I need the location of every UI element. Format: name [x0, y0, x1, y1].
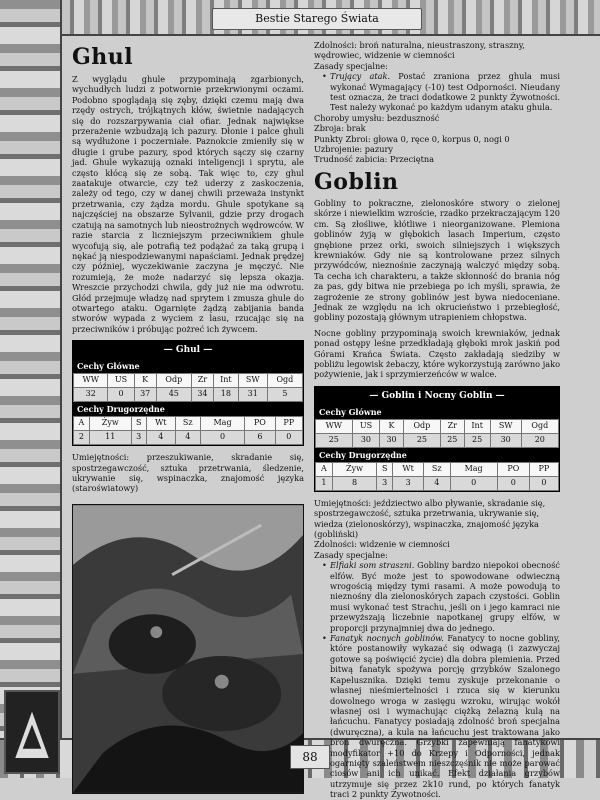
stat-header: Żyw [332, 462, 376, 476]
stat-header: K [380, 419, 403, 433]
stat-value: 45 [156, 388, 191, 402]
stat-value: 8 [332, 476, 376, 490]
stat-value: 4 [175, 431, 200, 445]
ghul-difficulty: Trudność zabicia: Przeciętna [314, 154, 435, 165]
stat-header: Mag [200, 417, 245, 431]
goblin-rule-fanatic-title: Fanatyk nocnych goblinów. [330, 633, 444, 644]
ghul-title: Ghul [72, 44, 134, 70]
page-number: 88 [290, 745, 330, 769]
ghul-weapons: Uzbrojenie: pazury [314, 144, 394, 155]
stat-value: 30 [380, 433, 403, 447]
ghul-main-stats [73, 373, 303, 402]
stat-value: 3 [393, 476, 424, 490]
ghul-skills-text: przeszukiwanie, skradanie się, spostrzegawczość, sztuka przetrwania, śledzenie, ukrywanie się, wspinaczka, znajomość języka (staroświatowy) [72, 452, 304, 494]
page-header-banner: Bestie Starego Świata [212, 8, 422, 30]
goblin-secondary-stats [315, 462, 559, 491]
stat-value: 1 [316, 476, 333, 490]
stat-header: PO [245, 417, 275, 431]
ornamental-left-border [0, 0, 62, 778]
ghul-talents: Zdolności: broń naturalna, nieustraszony, straszny, wędrowiec, widzenie w ciemności [314, 40, 525, 61]
goblin-main-stats [315, 419, 559, 448]
stat-header: Żyw [89, 417, 131, 431]
goblin-rule-elves-text: Gobliny bardzo niepokoi obecność elfów. Być może jest to spowodowane odwieczną wrogością między tymi rasami. A może powodują to nieznośny dla zielonoskórych zapach czystości. Goblin musi wykonać test Strachu, jeśli on i jego kamraci nie przewyższają liczebnie napotkanej grupy elfów, w proporcji przynajmniej dwa do jednego. [330, 560, 560, 633]
stat-value: 25 [464, 433, 490, 447]
stat-header: Int [464, 419, 490, 433]
ghul-special-label: Zasady specjalne: [314, 60, 388, 71]
ghul-armour-points: Punkty Zbroi: głowa 0, ręce 0, korpus 0, nogi 0 [314, 133, 510, 144]
ghul-armour: Zbroja: brak [314, 123, 366, 134]
goblin-battle-illustration [72, 504, 304, 794]
stat-header: Zr [191, 374, 213, 388]
stat-value: 0 [275, 431, 302, 445]
ghul-mind: Choroby umysłu: bezduszność [314, 112, 440, 123]
stat-header: Zr [441, 419, 464, 433]
stat-value: 25 [403, 433, 440, 447]
stat-header: WW [74, 374, 108, 388]
stat-header: Wt [146, 417, 175, 431]
stat-value: 32 [74, 388, 108, 402]
stat-value: 4 [424, 476, 450, 490]
goblin-skills: Umiejętności: jeździectwo albo pływanie, skradanie się, spostrzegawczość, sztuka przetrwania, ukrywanie się, wiedza (zielonoskórzy), wspinaczka, znajomość języka (gobliński) [314, 497, 546, 539]
ghul-table-title: — Ghul — [73, 341, 303, 359]
stat-value: 0 [108, 388, 134, 402]
ghul-secondary-label: Cechy Drugorzędne [73, 402, 303, 416]
right-column [314, 40, 560, 800]
stat-header: Wt [393, 462, 424, 476]
stat-header: Odp [403, 419, 440, 433]
stat-header: Int [213, 374, 238, 388]
goblin-rule-elves [314, 560, 560, 633]
stat-header: S [131, 417, 146, 431]
stat-value: 0 [450, 476, 497, 490]
ghul-special-rule-title: Trujący atak. [330, 71, 391, 82]
stat-header: PP [529, 462, 558, 476]
stat-value: 30 [490, 433, 521, 447]
goblin-paragraph-2: Nocne gobliny przypominają swoich krewniaków, jednak ponad ostępy leśne przedkładają głęboki mrok jaskiń pod Górami Krańca Świata. Często zakładają siedziby w pobliżu legowisk żebaczy, które wykorzystują zarówno jako pożywienie, jak i sprzymierzeńców w walce. [314, 327, 560, 380]
stat-header: WW [316, 419, 353, 433]
stat-value: 2 [74, 431, 90, 445]
stat-value: 18 [213, 388, 238, 402]
stat-value: 11 [89, 431, 131, 445]
stat-value: 5 [267, 388, 302, 402]
stat-value: 3 [131, 431, 146, 445]
stat-header: S [377, 462, 393, 476]
stat-header: PP [275, 417, 302, 431]
goblin-talents: Zdolności: widzenie w ciemności [314, 539, 450, 550]
stat-header: PO [497, 462, 529, 476]
goblin-stat-table [314, 386, 560, 492]
goblin-special-label: Zasady specjalne: [314, 549, 388, 560]
stat-header: SW [238, 374, 267, 388]
stat-value: 20 [521, 433, 558, 447]
stat-value: 0 [497, 476, 529, 490]
goblin-main-label: Cechy Główne [315, 405, 559, 419]
stat-header: A [74, 417, 90, 431]
ghul-special-rule-text: Postać zraniona przez ghula musi wykonać Wymagający (-10) test Odporności. Nieudany test oznacza, że traci dodatkowe 2 punkty Żywotności. Test należy wykonać po każdym udanym ataku ghula. [330, 71, 560, 113]
goblin-title: Goblin [314, 168, 399, 195]
ghul-skills [72, 452, 304, 494]
stat-header: Sz [424, 462, 450, 476]
goblin-secondary-label: Cechy Drugorzędne [315, 448, 559, 462]
goblin-paragraph-1: Gobliny to pokraczne, zielonoskóre stwory o zielonej skórze i niewielkim wzroście, rzadko przekraczającym 120 cm. Są złośliwe, kłótliwe i nieorganizowane. Plemiona goblinów żyją w głębokich lasach Imperium, często gnębione przez orki, swoich silniejszych i większych krewniaków. Gdy nie są kontrolowane przez silnych przywódców, nieznośnie zaczynają walczyć między sobą. Ta cecha ich charakteru, a także skłonność do brania nóg za pas, gdy bitwa nie przebiega po ich myśli, sprawia, że zagrożenie ze strony goblinów jest bywa niedoceniane. Jednak ze względu na ich okrucieństwo i przebiegłość, gobliny pozostają głównym utrapieniem chłopstwa. [314, 197, 560, 323]
stat-header: US [352, 419, 380, 433]
left-column [72, 40, 304, 794]
corner-emblem-icon [4, 690, 60, 774]
stat-header: Ogd [267, 374, 302, 388]
stat-value: 4 [146, 431, 175, 445]
goblin-rule-elves-title: Elfiaki som straszni. [330, 560, 415, 571]
goblin-table-title: — Goblin i Nocny Goblin — [315, 387, 559, 405]
stat-header: Ogd [521, 419, 558, 433]
stat-value: 34 [191, 388, 213, 402]
stat-value: 30 [352, 433, 380, 447]
stat-header: A [316, 462, 333, 476]
stat-value: 37 [134, 388, 156, 402]
ghul-special-rule [314, 71, 560, 113]
stat-header: Mag [450, 462, 497, 476]
stat-header: K [134, 374, 156, 388]
stat-header: Sz [175, 417, 200, 431]
stat-header: SW [490, 419, 521, 433]
stat-value: 31 [238, 388, 267, 402]
ghul-description: Z wyglądu ghule przypominają zgarbionych, wychudłych ludzi z potwornie przekrwionymi oczami. Podobno spoglądają się zęby, dzięki czemu mają dwa rzędy ostrych, trójkątnych kłów, świetnie nadających się do rozszarpywania ciał ofiar. Jednak najwiękse przerażenie wzbudzają ich pazury. Dłonie i palce ghuli są wydłużone i poczerniałe. Paznokcie zmieniły się w długie i grube pazury, spod których sączy się czarny jad. Ghule wykazują oznaki inteligencji i sprytu, ale często kłócą się ze sobą. Tak więc to, czy ghul zaatakuje otwarcie, czy też uderzy z zaskoczenia, zależy od tego, czy w danej chwili przeważa instynkt przetrwania, czy żądza mordu. Ghule spotykane są najczęściej na obszarze Sylvanii, gdzie przy drogach czatują na samotnych lub nieostrożnych wędrowców. W razie starcia z liczniejszym przeciwnikiem ghule wycofują się, ale potrafią też podążać za taką grupą i nękać ją niespodziewanymi napaściami. Jednak prędzej czy później, wyczekiwanie zaczyna je męczyć. Nie rozumieją, że może nadarzyć się lepsza okazja. Wreszcie przychodzi chwila, gdy już nie ma odwrotu. Głód przejmuje władzę nad sprytem i zmusza ghule do otwartego ataku. Ogarnięte żądzą zabijania banda stworów wypada z wyciem z lasu, rzucając się na przeciwników i próbując pożreć ich żywcem. [72, 74, 304, 334]
ghul-main-label: Cechy Główne [73, 359, 303, 373]
stat-header: Odp [156, 374, 191, 388]
ghul-secondary-stats [73, 416, 303, 445]
stat-value: 3 [377, 476, 393, 490]
stat-value: 0 [529, 476, 558, 490]
stat-value: 25 [441, 433, 464, 447]
goblin-rule-fanatic [314, 633, 560, 800]
goblin-rule-fanatic-text: Fanatycy to nocne gobliny, które postanowiły wykazać się odwagą (i zazwyczaj gotowe są poświęcić życie) dla dobra plemienia. Przed bitwą fanatyk spożywa porcję grzybków Szalonego Kapelusznika. Dzięki temu zyskuje przekonanie o własnej nieśmiertelności i rzuca się w kierunku dowolnego wroga w zasięgu wzroku, wirując wokół własnej osi i wymachując ciężką żelazną kulą na łańcuchu. Fanatycy posiadają zdolność broń specjalna (dwuręczna), a kula na łańcuchu jest traktowana jako broń dwuręczna. Grzybki zapewniają fanatykowi modyfikator +10 do Krzepy i Odporności, jednak ogarnięty szaleństwem nieszczęśnik nie może parować ciosów ani ich unikać. Efekt działania grzybów utrzymuje się przez 2k10 rund, po których fanatyk traci 2 punkty Żywotności. [330, 633, 561, 800]
stat-value: 25 [316, 433, 353, 447]
ghul-stat-table [72, 340, 304, 446]
ghul-skills-label: Umiejętności: [72, 452, 130, 463]
stat-value: 6 [245, 431, 275, 445]
stat-value: 0 [200, 431, 245, 445]
stat-header: US [108, 374, 134, 388]
